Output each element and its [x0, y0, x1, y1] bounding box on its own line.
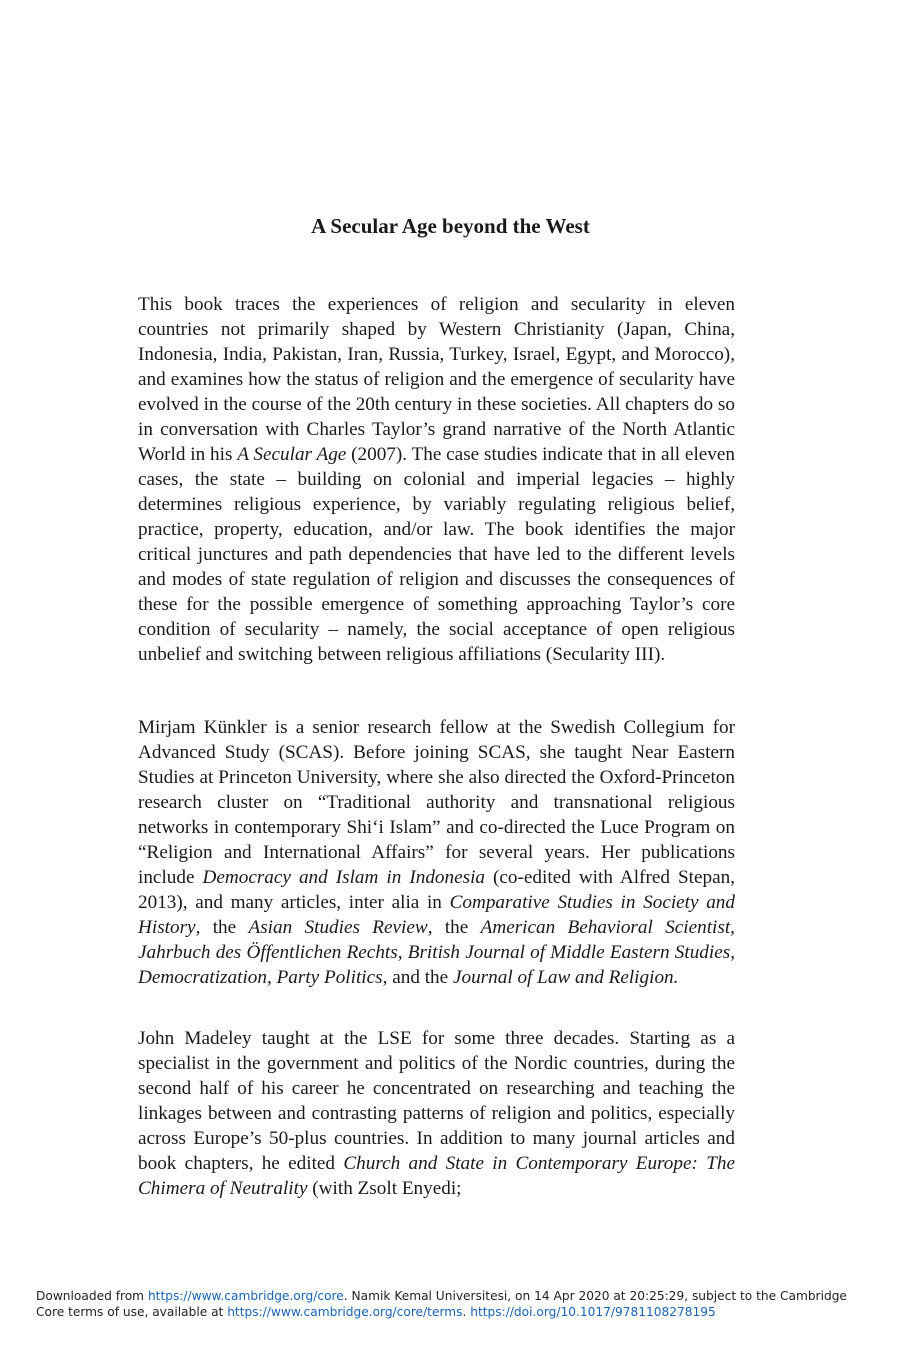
- paragraph-text: This book traces the experiences of religion and secularity in eleven countries not primarily shaped by Western Christianity (Japan, China, Indonesia, India, Pakistan, Iran, Russia, Turkey, Israel, Egypt, and Morocco), and examines how the status of religion and the emergence of secularity have evolved in the course of the 20th century in these societies. All chapters do so in conversation with Charles Taylor’s grand narrative of the North Atlantic World in his: [138, 294, 735, 465]
- paragraph-text: , the: [195, 917, 249, 938]
- paragraph-text: Mirjam Künkler is a senior research fellow at the Swedish Collegium for Advanced Study (SCAS). Before joining SCAS, she taught Near Eastern Studies at Princeton University, where she also directed the Oxford-Princeton research cluster on “Traditional authority and transnational religious networks in contemporary Shi‘i Islam” and co-directed the Luce Program on “Religion and International Affairs” for several years. Her publications include: [138, 717, 735, 888]
- author-bio-kunkler: [138, 715, 735, 990]
- paragraph-text: John Madeley taught at the LSE for some three decades. Starting as a specialist in the government and politics of the Nordic countries, during the second half of his career he concentrated on researching and teaching the linkages between and contrasting patterns of religion and politics, especially across Europe’s 50-plus countries. In addition to many journal articles and book chapters, he edited: [138, 1028, 735, 1174]
- doi-link[interactable]: https://doi.org/10.1017/9781108278195: [470, 1305, 716, 1319]
- paragraph-text: , the: [427, 917, 481, 938]
- publication-title-italic: Democracy and Islam in Indonesia: [202, 867, 486, 888]
- book-description-paragraph: [138, 292, 735, 667]
- journal-list-italic: American Behavioral Scientist, Jahrbuch des Öffentlichen Rechts, British Journal of Middle Eastern Studies, Democratization, Party Politics: [138, 917, 735, 988]
- footer-text: .: [462, 1305, 471, 1319]
- terms-link[interactable]: https://www.cambridge.org/core/terms: [227, 1305, 463, 1319]
- author-bio-madeley: [138, 1026, 735, 1201]
- footer-text: Downloaded from: [36, 1289, 148, 1303]
- footer-text: . Namik Kemal Universitesi, on 14 Apr 2020 at 20:25:29, subject to the Cambridge Core terms of use, available at: [36, 1289, 847, 1319]
- paragraph-text: (co-edited with Alfred Stepan, 2013), and many articles, inter alia in: [138, 867, 735, 913]
- journal-title-italic: Journal of Law and Religion.: [452, 967, 679, 988]
- paragraph-text: (2007). The case studies indicate that in all eleven cases, the state – building on colonial and imperial legacies – highly determines religious experience, by variably regulating religious belief, practice, property, education, and/or law. The book identifies the major critical junctures and path dependencies that have led to the different levels and modes of state regulation of religion and discusses the consequences of these for the possible emergence of something approaching Taylor’s core condition of secularity – namely, the social acceptance of open religious unbelief and switching between religious affiliations (Secularity III).: [138, 444, 735, 665]
- book-title-italic: Church and State in Contemporary Europe: The Chimera of Neutrality: [138, 1153, 735, 1199]
- journal-title-italic: Comparative Studies in Society and History: [138, 892, 735, 938]
- paragraph-text: , and the: [382, 967, 453, 988]
- page-title: A Secular Age beyond the West: [311, 214, 590, 238]
- book-title-italic: A Secular Age: [237, 444, 347, 465]
- journal-title-italic: Asian Studies Review: [248, 917, 428, 938]
- paragraph-text: (with Zsolt Enyedi;: [307, 1178, 462, 1199]
- download-footer: [36, 1288, 876, 1320]
- cambridge-core-link[interactable]: https://www.cambridge.org/core: [147, 1289, 344, 1303]
